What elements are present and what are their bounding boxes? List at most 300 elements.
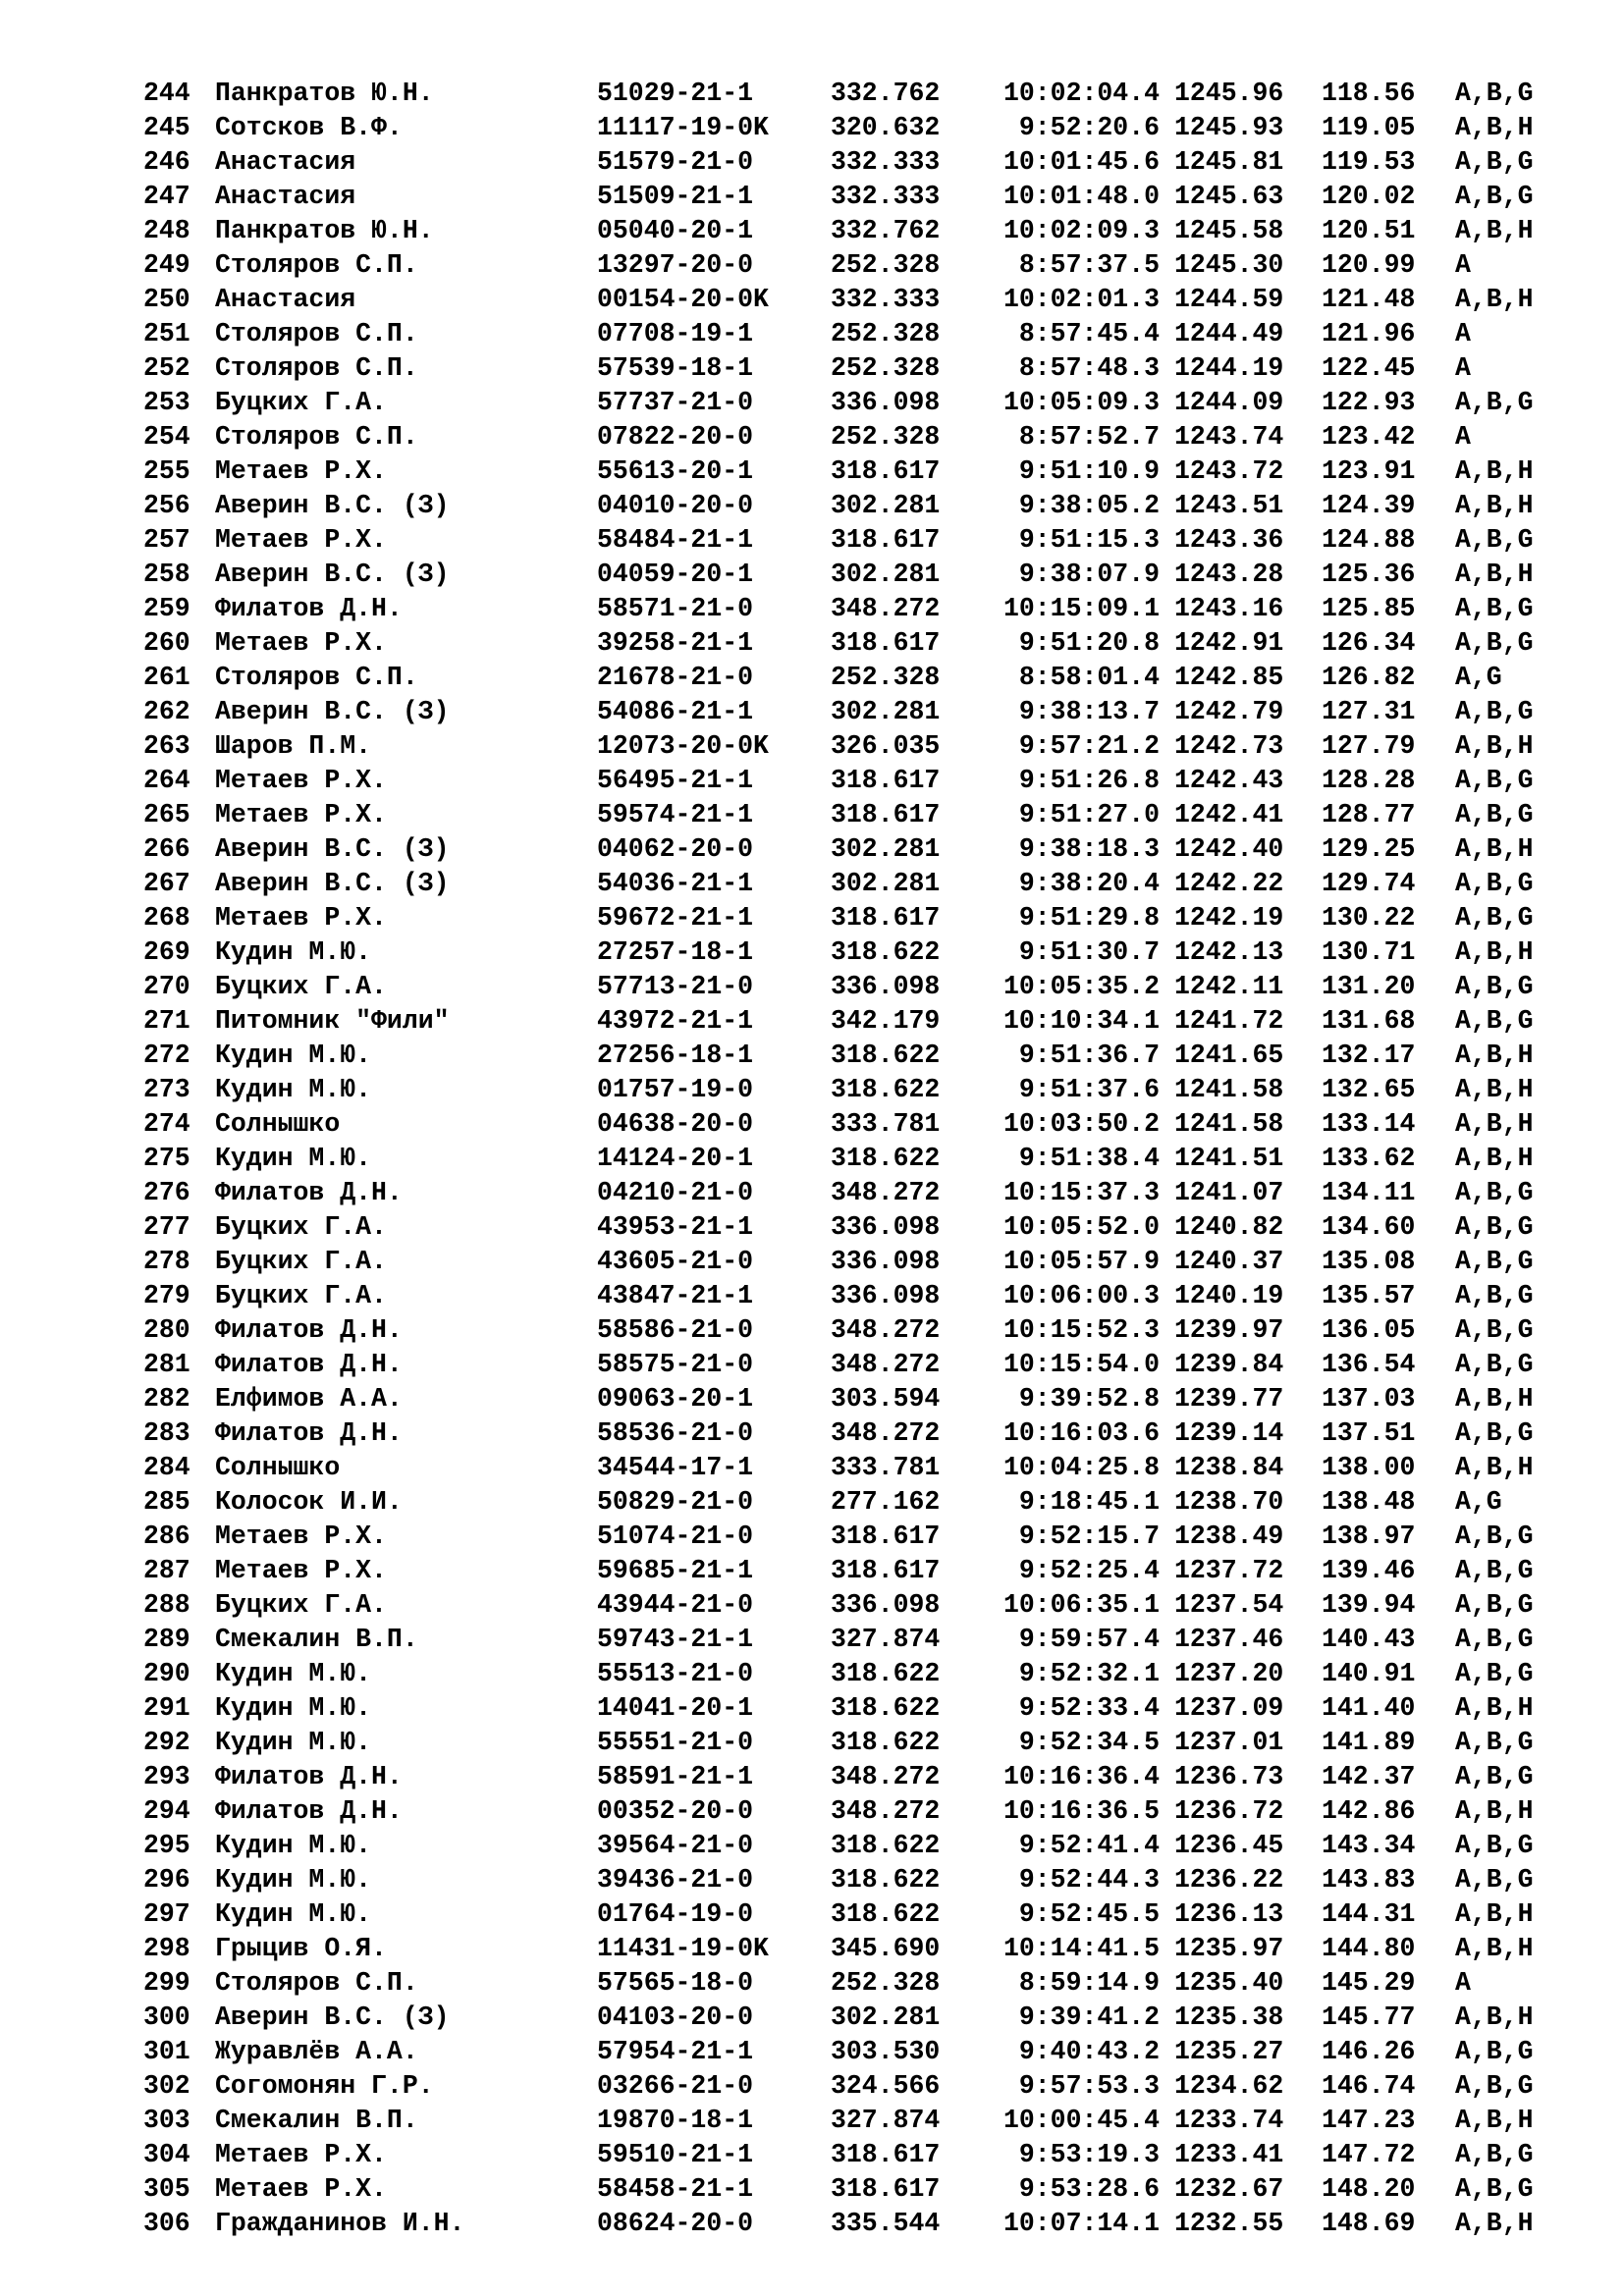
owner-cell: Филатов Д.Н. (215, 594, 403, 623)
distance-cell: 326.035 (831, 731, 941, 761)
arrival-time-cell: 9:57:21.2 (1018, 731, 1160, 761)
distance-cell: 302.281 (831, 560, 941, 589)
speed-cell: 1245.63 (1174, 182, 1284, 211)
speed-cell: 1243.28 (1174, 560, 1284, 589)
place-cell: 293 (143, 1762, 190, 1791)
arrival-time-cell: 10:02:01.3 (1002, 285, 1160, 314)
owner-cell: Метаев Р.Х. (215, 456, 387, 486)
owner-cell: Филатов Д.Н. (215, 1350, 403, 1379)
coefficient-cell: 126.34 (1322, 628, 1416, 658)
arrival-time-cell: 8:57:37.5 (1018, 250, 1160, 280)
speed-cell: 1244.59 (1174, 285, 1284, 314)
speed-cell: 1242.85 (1174, 663, 1284, 692)
ring-cell: 57565-18-0 (597, 1968, 754, 1998)
place-cell: 258 (143, 560, 190, 589)
arrival-time-cell: 8:57:45.4 (1018, 319, 1160, 348)
marks-cell: A,B,H (1455, 216, 1534, 245)
distance-cell: 252.328 (831, 250, 941, 280)
place-cell: 304 (143, 2140, 190, 2169)
ring-cell: 13297-20-0 (597, 250, 754, 280)
ring-cell: 55513-21-0 (597, 1659, 754, 1688)
arrival-time-cell: 9:40:43.2 (1018, 2037, 1160, 2066)
coefficient-cell: 142.37 (1322, 1762, 1416, 1791)
place-cell: 294 (143, 1796, 190, 1826)
marks-cell: A,B,G (1455, 147, 1534, 177)
speed-cell: 1243.51 (1174, 491, 1284, 520)
owner-cell: Елфимов А.А. (215, 1384, 403, 1414)
coefficient-cell: 123.42 (1322, 422, 1416, 452)
arrival-time-cell: 10:02:09.3 (1002, 216, 1160, 245)
marks-cell: A,B,G (1455, 1659, 1534, 1688)
ring-cell: 58484-21-1 (597, 525, 754, 555)
owner-cell: Столяров С.П. (215, 1968, 418, 1998)
marks-cell: A,B,G (1455, 1831, 1534, 1860)
marks-cell: A,B,G (1455, 182, 1534, 211)
ring-cell: 50829-21-0 (597, 1487, 754, 1517)
arrival-time-cell: 8:57:52.7 (1018, 422, 1160, 452)
marks-cell: A,B,G (1455, 1590, 1534, 1620)
place-cell: 268 (143, 903, 190, 933)
arrival-time-cell: 8:57:48.3 (1018, 353, 1160, 383)
ring-cell: 04010-20-0 (597, 491, 754, 520)
marks-cell: A,B,G (1455, 1556, 1534, 1585)
ring-cell: 51029-21-1 (597, 79, 754, 108)
ring-cell: 57737-21-0 (597, 388, 754, 417)
arrival-time-cell: 9:51:29.8 (1018, 903, 1160, 933)
place-cell: 266 (143, 834, 190, 864)
owner-cell: Буцких Г.А. (215, 1247, 387, 1276)
distance-cell: 318.622 (831, 1041, 941, 1070)
speed-cell: 1241.65 (1174, 1041, 1284, 1070)
ring-cell: 08624-20-0 (597, 2209, 754, 2238)
ring-cell: 07822-20-0 (597, 422, 754, 452)
ring-cell: 19870-18-1 (597, 2106, 754, 2135)
ring-cell: 58458-21-1 (597, 2174, 754, 2204)
place-cell: 265 (143, 800, 190, 829)
ring-cell: 58586-21-0 (597, 1315, 754, 1345)
arrival-time-cell: 10:02:04.4 (1002, 79, 1160, 108)
distance-cell: 318.617 (831, 2140, 941, 2169)
owner-cell: Столяров С.П. (215, 250, 418, 280)
arrival-time-cell: 10:05:35.2 (1002, 972, 1160, 1001)
ring-cell: 57713-21-0 (597, 972, 754, 1001)
ring-cell: 27256-18-1 (597, 1041, 754, 1070)
arrival-time-cell: 10:07:14.1 (1002, 2209, 1160, 2238)
marks-cell: A,B,G (1455, 1281, 1534, 1310)
place-cell: 280 (143, 1315, 190, 1345)
distance-cell: 318.622 (831, 1831, 941, 1860)
arrival-time-cell: 8:58:01.4 (1018, 663, 1160, 692)
ring-cell: 59685-21-1 (597, 1556, 754, 1585)
distance-cell: 318.617 (831, 1522, 941, 1551)
speed-cell: 1237.09 (1174, 1693, 1284, 1723)
coefficient-cell: 133.14 (1322, 1109, 1416, 1139)
ring-cell: 39564-21-0 (597, 1831, 754, 1860)
owner-cell: Кудин М.Ю. (215, 1831, 372, 1860)
arrival-time-cell: 10:04:25.8 (1002, 1453, 1160, 1482)
marks-cell: A (1455, 353, 1471, 383)
marks-cell: A,B,G (1455, 1522, 1534, 1551)
coefficient-cell: 133.62 (1322, 1144, 1416, 1173)
marks-cell: A,B,G (1455, 2174, 1534, 2204)
arrival-time-cell: 9:39:41.2 (1018, 2002, 1160, 2032)
ring-cell: 59510-21-1 (597, 2140, 754, 2169)
place-cell: 254 (143, 422, 190, 452)
marks-cell: A,B,H (1455, 937, 1534, 967)
speed-cell: 1241.07 (1174, 1178, 1284, 1207)
marks-cell: A,B,H (1455, 834, 1534, 864)
place-cell: 245 (143, 113, 190, 142)
marks-cell: A,B,G (1455, 972, 1534, 1001)
marks-cell: A,B,G (1455, 1212, 1534, 1242)
coefficient-cell: 120.99 (1322, 250, 1416, 280)
coefficient-cell: 141.40 (1322, 1693, 1416, 1723)
marks-cell: A,B,G (1455, 79, 1534, 108)
ring-cell: 39436-21-0 (597, 1865, 754, 1895)
owner-cell: Кудин М.Ю. (215, 1728, 372, 1757)
ring-cell: 39258-21-1 (597, 628, 754, 658)
place-cell: 246 (143, 147, 190, 177)
arrival-time-cell: 9:52:34.5 (1018, 1728, 1160, 1757)
coefficient-cell: 142.86 (1322, 1796, 1416, 1826)
speed-cell: 1238.70 (1174, 1487, 1284, 1517)
speed-cell: 1239.14 (1174, 1418, 1284, 1448)
distance-cell: 252.328 (831, 1968, 941, 1998)
owner-cell: Метаев Р.Х. (215, 800, 387, 829)
owner-cell: Кудин М.Ю. (215, 1075, 372, 1104)
owner-cell: Аверин В.С. (З) (215, 2002, 450, 2032)
owner-cell: Шаров П.М. (215, 731, 372, 761)
place-cell: 271 (143, 1006, 190, 1036)
marks-cell: A,B,G (1455, 1247, 1534, 1276)
speed-cell: 1243.36 (1174, 525, 1284, 555)
distance-cell: 318.617 (831, 628, 941, 658)
ring-cell: 58571-21-0 (597, 594, 754, 623)
owner-cell: Кудин М.Ю. (215, 1899, 372, 1929)
arrival-time-cell: 9:57:53.3 (1018, 2071, 1160, 2101)
ring-cell: 09063-20-1 (597, 1384, 754, 1414)
arrival-time-cell: 9:52:15.7 (1018, 1522, 1160, 1551)
distance-cell: 332.333 (831, 182, 941, 211)
coefficient-cell: 130.22 (1322, 903, 1416, 933)
owner-cell: Метаев Р.Х. (215, 766, 387, 795)
marks-cell: A,B,G (1455, 628, 1534, 658)
ring-cell: 58591-21-1 (597, 1762, 754, 1791)
marks-cell: A,B,G (1455, 2140, 1534, 2169)
distance-cell: 342.179 (831, 1006, 941, 1036)
distance-cell: 332.762 (831, 216, 941, 245)
owner-cell: Филатов Д.Н. (215, 1796, 403, 1826)
marks-cell: A,B,G (1455, 1625, 1534, 1654)
coefficient-cell: 120.51 (1322, 216, 1416, 245)
speed-cell: 1236.13 (1174, 1899, 1284, 1929)
distance-cell: 348.272 (831, 1315, 941, 1345)
place-cell: 259 (143, 594, 190, 623)
place-cell: 250 (143, 285, 190, 314)
coefficient-cell: 127.31 (1322, 697, 1416, 726)
coefficient-cell: 125.36 (1322, 560, 1416, 589)
arrival-time-cell: 9:18:45.1 (1018, 1487, 1160, 1517)
place-cell: 292 (143, 1728, 190, 1757)
marks-cell: A,B,H (1455, 113, 1534, 142)
place-cell: 282 (143, 1384, 190, 1414)
ring-cell: 11117-19-0K (597, 113, 769, 142)
coefficient-cell: 146.26 (1322, 2037, 1416, 2066)
marks-cell: A,B,H (1455, 285, 1534, 314)
ring-cell: 04059-20-1 (597, 560, 754, 589)
place-cell: 296 (143, 1865, 190, 1895)
coefficient-cell: 123.91 (1322, 456, 1416, 486)
speed-cell: 1242.43 (1174, 766, 1284, 795)
coefficient-cell: 146.74 (1322, 2071, 1416, 2101)
ring-cell: 51509-21-1 (597, 182, 754, 211)
distance-cell: 303.530 (831, 2037, 941, 2066)
coefficient-cell: 120.02 (1322, 182, 1416, 211)
distance-cell: 336.098 (831, 1247, 941, 1276)
ring-cell: 59672-21-1 (597, 903, 754, 933)
arrival-time-cell: 10:00:45.4 (1002, 2106, 1160, 2135)
place-cell: 275 (143, 1144, 190, 1173)
speed-cell: 1232.67 (1174, 2174, 1284, 2204)
owner-cell: Панкратов Ю.Н. (215, 79, 434, 108)
arrival-time-cell: 9:51:30.7 (1018, 937, 1160, 967)
marks-cell: A,B,H (1455, 2106, 1534, 2135)
place-cell: 244 (143, 79, 190, 108)
ring-cell: 01764-19-0 (597, 1899, 754, 1929)
ring-cell: 05040-20-1 (597, 216, 754, 245)
owner-cell: Столяров С.П. (215, 353, 418, 383)
ring-cell: 07708-19-1 (597, 319, 754, 348)
ring-cell: 01757-19-0 (597, 1075, 754, 1104)
place-cell: 305 (143, 2174, 190, 2204)
owner-cell: Гражданинов И.Н. (215, 2209, 465, 2238)
marks-cell: A,B,G (1455, 388, 1534, 417)
distance-cell: 336.098 (831, 1590, 941, 1620)
speed-cell: 1237.54 (1174, 1590, 1284, 1620)
marks-cell: A,B,H (1455, 2209, 1534, 2238)
marks-cell: A,B,H (1455, 1934, 1534, 1963)
arrival-time-cell: 10:15:52.3 (1002, 1315, 1160, 1345)
distance-cell: 336.098 (831, 1281, 941, 1310)
speed-cell: 1236.45 (1174, 1831, 1284, 1860)
speed-cell: 1245.30 (1174, 250, 1284, 280)
place-cell: 261 (143, 663, 190, 692)
owner-cell: Филатов Д.Н. (215, 1762, 403, 1791)
distance-cell: 302.281 (831, 491, 941, 520)
coefficient-cell: 128.77 (1322, 800, 1416, 829)
arrival-time-cell: 9:53:19.3 (1018, 2140, 1160, 2169)
distance-cell: 252.328 (831, 353, 941, 383)
distance-cell: 320.632 (831, 113, 941, 142)
ring-cell: 04062-20-0 (597, 834, 754, 864)
owner-cell: Столяров С.П. (215, 422, 418, 452)
distance-cell: 302.281 (831, 697, 941, 726)
coefficient-cell: 130.71 (1322, 937, 1416, 967)
marks-cell: A,B,H (1455, 1075, 1534, 1104)
arrival-time-cell: 8:59:14.9 (1018, 1968, 1160, 1998)
distance-cell: 302.281 (831, 2002, 941, 2032)
place-cell: 257 (143, 525, 190, 555)
speed-cell: 1234.62 (1174, 2071, 1284, 2101)
speed-cell: 1241.72 (1174, 1006, 1284, 1036)
coefficient-cell: 141.89 (1322, 1728, 1416, 1757)
distance-cell: 327.874 (831, 2106, 941, 2135)
coefficient-cell: 132.17 (1322, 1041, 1416, 1070)
distance-cell: 348.272 (831, 594, 941, 623)
speed-cell: 1237.01 (1174, 1728, 1284, 1757)
marks-cell: A,B,H (1455, 1693, 1534, 1723)
arrival-time-cell: 9:51:38.4 (1018, 1144, 1160, 1173)
ring-cell: 14041-20-1 (597, 1693, 754, 1723)
arrival-time-cell: 10:03:50.2 (1002, 1109, 1160, 1139)
speed-cell: 1235.97 (1174, 1934, 1284, 1963)
place-cell: 253 (143, 388, 190, 417)
coefficient-cell: 147.23 (1322, 2106, 1416, 2135)
owner-cell: Кудин М.Ю. (215, 1041, 372, 1070)
speed-cell: 1243.16 (1174, 594, 1284, 623)
marks-cell: A,B,H (1455, 491, 1534, 520)
coefficient-cell: 134.60 (1322, 1212, 1416, 1242)
owner-cell: Кудин М.Ю. (215, 1693, 372, 1723)
coefficient-cell: 131.68 (1322, 1006, 1416, 1036)
speed-cell: 1243.74 (1174, 422, 1284, 452)
distance-cell: 302.281 (831, 869, 941, 898)
place-cell: 286 (143, 1522, 190, 1551)
owner-cell: Аверин В.С. (З) (215, 491, 450, 520)
marks-cell: A,B,H (1455, 2002, 1534, 2032)
distance-cell: 252.328 (831, 319, 941, 348)
place-cell: 269 (143, 937, 190, 967)
owner-cell: Анастасия (215, 285, 356, 314)
speed-cell: 1233.41 (1174, 2140, 1284, 2169)
owner-cell: Буцких Г.А. (215, 1281, 387, 1310)
place-cell: 287 (143, 1556, 190, 1585)
distance-cell: 348.272 (831, 1350, 941, 1379)
owner-cell: Кудин М.Ю. (215, 937, 372, 967)
ring-cell: 03266-21-0 (597, 2071, 754, 2101)
speed-cell: 1241.58 (1174, 1075, 1284, 1104)
place-cell: 251 (143, 319, 190, 348)
ring-cell: 58575-21-0 (597, 1350, 754, 1379)
place-cell: 249 (143, 250, 190, 280)
marks-cell: A,B,G (1455, 697, 1534, 726)
marks-cell: A,G (1455, 663, 1502, 692)
distance-cell: 318.617 (831, 766, 941, 795)
ring-cell: 56495-21-1 (597, 766, 754, 795)
place-cell: 300 (143, 2002, 190, 2032)
arrival-time-cell: 10:01:48.0 (1002, 182, 1160, 211)
coefficient-cell: 127.79 (1322, 731, 1416, 761)
arrival-time-cell: 10:16:36.4 (1002, 1762, 1160, 1791)
speed-cell: 1237.46 (1174, 1625, 1284, 1654)
owner-cell: Метаев Р.Х. (215, 1522, 387, 1551)
owner-cell: Грыцив О.Я. (215, 1934, 387, 1963)
place-cell: 288 (143, 1590, 190, 1620)
place-cell: 284 (143, 1453, 190, 1482)
ring-cell: 51074-21-0 (597, 1522, 754, 1551)
arrival-time-cell: 9:51:36.7 (1018, 1041, 1160, 1070)
owner-cell: Аверин В.С. (З) (215, 834, 450, 864)
ring-cell: 59574-21-1 (597, 800, 754, 829)
distance-cell: 348.272 (831, 1418, 941, 1448)
speed-cell: 1244.49 (1174, 319, 1284, 348)
distance-cell: 318.617 (831, 1556, 941, 1585)
place-cell: 260 (143, 628, 190, 658)
distance-cell: 327.874 (831, 1625, 941, 1654)
coefficient-cell: 144.31 (1322, 1899, 1416, 1929)
ring-cell: 12073-20-0K (597, 731, 769, 761)
speed-cell: 1241.58 (1174, 1109, 1284, 1139)
distance-cell: 318.622 (831, 1865, 941, 1895)
marks-cell: A,B,G (1455, 594, 1534, 623)
ring-cell: 54086-21-1 (597, 697, 754, 726)
speed-cell: 1238.49 (1174, 1522, 1284, 1551)
distance-cell: 324.566 (831, 2071, 941, 2101)
distance-cell: 303.594 (831, 1384, 941, 1414)
marks-cell: A,B,H (1455, 1899, 1534, 1929)
ring-cell: 54036-21-1 (597, 869, 754, 898)
speed-cell: 1243.72 (1174, 456, 1284, 486)
speed-cell: 1242.91 (1174, 628, 1284, 658)
speed-cell: 1245.58 (1174, 216, 1284, 245)
marks-cell: A,B,H (1455, 1109, 1534, 1139)
ring-cell: 57539-18-1 (597, 353, 754, 383)
marks-cell: A,B,H (1455, 1796, 1534, 1826)
owner-cell: Филатов Д.Н. (215, 1178, 403, 1207)
coefficient-cell: 145.29 (1322, 1968, 1416, 1998)
marks-cell: A,B,G (1455, 525, 1534, 555)
ring-cell: 34544-17-1 (597, 1453, 754, 1482)
place-cell: 262 (143, 697, 190, 726)
ring-cell: 59743-21-1 (597, 1625, 754, 1654)
place-cell: 264 (143, 766, 190, 795)
arrival-time-cell: 9:51:26.8 (1018, 766, 1160, 795)
place-cell: 302 (143, 2071, 190, 2101)
marks-cell: A,B,H (1455, 1144, 1534, 1173)
ring-cell: 43944-21-0 (597, 1590, 754, 1620)
speed-cell: 1238.84 (1174, 1453, 1284, 1482)
speed-cell: 1241.51 (1174, 1144, 1284, 1173)
distance-cell: 335.544 (831, 2209, 941, 2238)
marks-cell: A,B,H (1455, 560, 1534, 589)
marks-cell: A,B,G (1455, 1178, 1534, 1207)
arrival-time-cell: 10:01:45.6 (1002, 147, 1160, 177)
marks-cell: A,B,G (1455, 1350, 1534, 1379)
speed-cell: 1239.97 (1174, 1315, 1284, 1345)
coefficient-cell: 138.00 (1322, 1453, 1416, 1482)
place-cell: 267 (143, 869, 190, 898)
owner-cell: Сотсков В.Ф. (215, 113, 403, 142)
place-cell: 290 (143, 1659, 190, 1688)
arrival-time-cell: 9:52:45.5 (1018, 1899, 1160, 1929)
place-cell: 247 (143, 182, 190, 211)
marks-cell: A (1455, 1968, 1471, 1998)
arrival-time-cell: 10:15:37.3 (1002, 1178, 1160, 1207)
arrival-time-cell: 9:52:32.1 (1018, 1659, 1160, 1688)
ring-cell: 58536-21-0 (597, 1418, 754, 1448)
owner-cell: Метаев Р.Х. (215, 525, 387, 555)
distance-cell: 252.328 (831, 422, 941, 452)
distance-cell: 332.762 (831, 79, 941, 108)
owner-cell: Филатов Д.Н. (215, 1315, 403, 1345)
distance-cell: 336.098 (831, 1212, 941, 1242)
speed-cell: 1232.55 (1174, 2209, 1284, 2238)
marks-cell: A,B,H (1455, 1453, 1534, 1482)
arrival-time-cell: 9:38:13.7 (1018, 697, 1160, 726)
owner-cell: Журавлёв А.А. (215, 2037, 418, 2066)
place-cell: 283 (143, 1418, 190, 1448)
marks-cell: A,G (1455, 1487, 1502, 1517)
